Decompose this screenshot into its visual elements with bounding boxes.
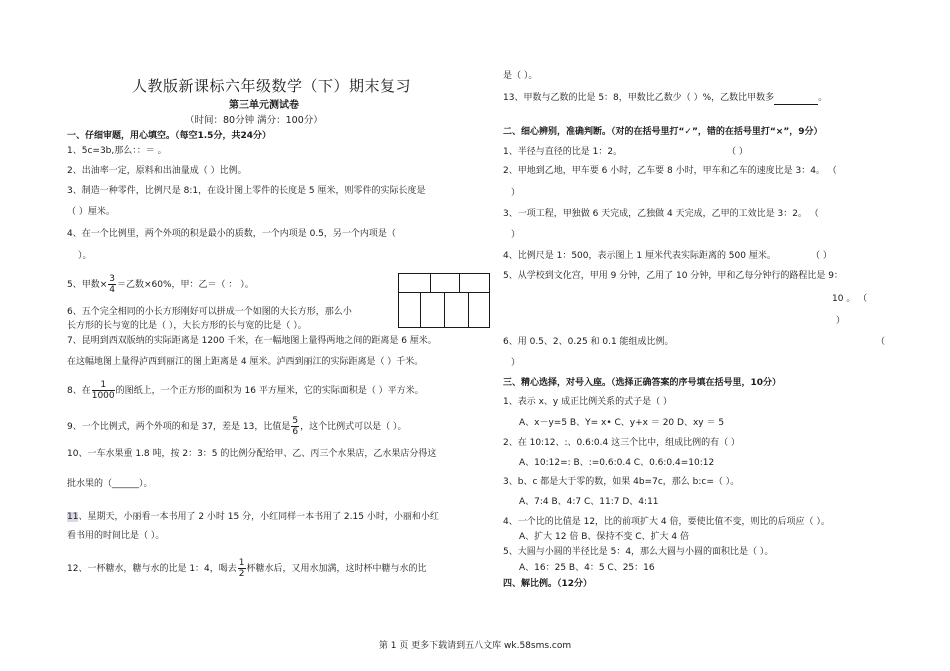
- judge-6: 6、用 0.5、2、0.25 和 0.1 能组成比例。: [503, 337, 674, 347]
- choice-3-options: A、7:4 B、4:7 C、11:7 D、4:11: [519, 497, 659, 507]
- fraction-numerator: 1: [92, 380, 115, 391]
- judge-5-line-2: 10 。 （: [832, 294, 868, 304]
- diagram-divider: [459, 274, 460, 292]
- question-9-text-b: ，这个比例式可以是（ ）。: [300, 422, 407, 432]
- answer-blank: [774, 92, 818, 105]
- choice-5-options: A、16：25 B、4：5 C、25：16: [519, 563, 655, 573]
- question-10-line-2: 批水果的（______）。: [67, 479, 153, 489]
- question-11-number: 11: [67, 512, 79, 522]
- judge-3-line-1: 3、一项工程，甲独做 6 天完成，乙独做 4 天完成，乙甲的工效比是 3：2。 （: [503, 209, 819, 219]
- fraction-denominator: 1000: [91, 391, 115, 401]
- section-4-heading: 四、解比例。（12分）: [503, 579, 593, 589]
- fraction-denominator: 6: [292, 427, 299, 437]
- section-1-heading: 一、仔细审题，用心填空。（每空1.5分，共24分）: [67, 131, 271, 141]
- judge-2-line-1: 2、甲地到乙地，甲车要 6 小时，乙车要 8 小时，甲车和乙车的速度比是 3：4。 （: [503, 166, 837, 176]
- choice-4-options: A、扩大 12 倍 B、保持不变 C、扩大 4 倍: [519, 532, 689, 542]
- judge-4-bracket: （ ）: [811, 251, 832, 261]
- question-6-line-2: 长方形的长与宽的比是（ ），大长方形的长与宽的比是（ ）。: [67, 321, 307, 331]
- diagram-divider: [468, 292, 469, 327]
- question-8-text-a: 8、在: [67, 386, 91, 396]
- question-13-text-b: 。: [818, 93, 828, 103]
- fraction-denominator: 4: [109, 285, 116, 295]
- question-11-line-1: [67, 511, 439, 523]
- choice-5: 5、大圆与小圆的半径比是 5：4，那么大圆与小圆的面积比是（ ）。: [503, 547, 774, 557]
- choice-4: 4、一个比的比值是 12，比的前项扩大 4 倍，要使比值不变，则比的后项应（ ）。: [503, 517, 830, 527]
- question-2: 2、出油率一定，原料和出油量成（ ）比例。: [67, 166, 247, 176]
- choice-2-options: A、10:12=: B、:=0.6:0.4 C、0.6:0.4=10:12: [519, 458, 715, 468]
- exam-meta: （时间：80分钟 满分：100分）: [185, 115, 323, 126]
- question-11-text: 、星期天，小丽看一本书用了 2 小时 15 分，小红同样一本书用了 2.15 小时，小丽和小红: [78, 512, 439, 522]
- question-5-text-a: 5、甲数×: [67, 280, 108, 290]
- judge-2-line-2: ）: [511, 188, 521, 198]
- choice-1: 1、表示 x、y 成正比例关系的式子是（ ）: [503, 397, 672, 407]
- question-12-text-a: 12、一杯糖水，糖与水的比是 1：4，喝去: [67, 564, 237, 574]
- question-9-text-a: 9、一个比例式，两个外项的和是 37，差是 13，比值是: [67, 422, 291, 432]
- question-7-line-2: 在这幅地图上量得泸西到丽江的图上距离是 4 厘米。泸西到丽江的实际距离是（ ）千米。: [67, 357, 424, 367]
- judge-1: 1、半径与直径的比是 1：2。: [503, 147, 623, 157]
- page-footer: 第 1 页 更多下载请到五八文库 wk.58sms.com: [378, 641, 572, 651]
- question-8: [67, 380, 424, 401]
- fraction-1-1000: [92, 380, 115, 401]
- question-9: [67, 416, 406, 437]
- question-4-line-1: 4、在一个比例里，两个外项的积是最小的质数，一个内项是 0.5，另一个内项是（: [67, 229, 396, 239]
- fraction-numerator: 3: [109, 274, 116, 284]
- question-12-text-b: 杯糖水后，又用水加满，这时杯中糖与水的比: [246, 564, 427, 574]
- diagram-divider: [430, 274, 431, 292]
- fraction-3-4: [108, 274, 116, 295]
- rectangle-diagram: [398, 273, 490, 328]
- diagram-divider: [420, 292, 421, 327]
- question-5: [67, 274, 254, 295]
- judge-3-line-2: ）: [511, 230, 521, 240]
- question-4-line-2: ）。: [78, 251, 92, 261]
- question-1: 1、5c=3b,那么：：＝ 。: [67, 146, 167, 156]
- fraction-1-2: [238, 558, 246, 579]
- section-2-heading: 二、细心辨别，准确判断。（对的在括号里打“✓”，错的在括号里打“×”，9分）: [503, 127, 823, 137]
- page-title: 人教版新课标六年级数学（下）期末复习: [132, 77, 412, 95]
- question-12: [67, 558, 427, 579]
- judge-5-line-1: 5、从学校到文化宫，甲用 9 分钟，乙用了 10 分钟，甲和乙每分钟行的路程比是 9：: [503, 271, 843, 281]
- section-3-heading: 三、精心选择，对号入座。（选择正确答案的序号填在括号里，10分）: [503, 378, 782, 388]
- judge-4: 4、比例尺是 1：500，表示图上 1 厘米代表实际距离的 500 厘米。: [503, 251, 776, 261]
- judge-5-line-3: ）: [836, 316, 846, 326]
- choice-2: 2、在 10:12、:、0.6:0.4 这三个比中，组成比例的有（ ）: [503, 438, 740, 448]
- fraction-5-6: [291, 416, 299, 437]
- diagram-divider: [444, 292, 445, 327]
- question-10-line-1: 10、一车水果重 1.8 吨，按 2：3：5 的比例分配给甲、乙、丙三个水果店，乙水果店分得这: [67, 449, 437, 459]
- choice-1-options: A、x－y=5 B、Y= x• C、y+x ＝ 20 D、xy ＝ 5: [519, 418, 725, 428]
- question-6-line-1: 6、五个完全相同的小长方形刚好可以拼成一个如图的大长方形，那么小: [67, 307, 352, 317]
- page-subtitle: 第三单元测试卷: [229, 100, 299, 111]
- fraction-denominator: 2: [238, 569, 245, 579]
- question-13: [503, 92, 827, 105]
- question-13-text-a: 13、甲数与乙数的比是 5：8，甲数比乙数少（ ）%，乙数比甲数多: [503, 93, 775, 103]
- question-5-text-b: ＝乙数×60%，甲：乙＝（ ： ）。: [117, 280, 254, 290]
- question-8-text-b: 的图纸上，一个正方形的面积为 16 平方厘米，它的实际面积是（ ）平方米。: [115, 386, 424, 396]
- question-11-line-2: 看书用的时间比是（ ）。: [67, 531, 165, 541]
- choice-3: 3、b、c 都是大于零的数，如果 4b=7c，那么 b:c=（ ）。: [503, 477, 740, 487]
- question-3-line-2: （ ）厘米。: [67, 207, 115, 217]
- judge-1-bracket: （ ）: [727, 147, 748, 157]
- judge-6-bracket-close: ）: [511, 358, 521, 368]
- fraction-numerator: 1: [238, 558, 245, 568]
- judge-6-bracket: （: [876, 337, 886, 347]
- question-3-line-1: 3、制造一种零件，比例尺是 8:1，在设计图上零件的长度是 5 厘米，则零件的实际长度是: [67, 186, 426, 196]
- question-7-line-1: 7、昆明到西双版纳的实际距离是 1200 千米，在一幅地图上量得两地之间的距离是 6 厘米。: [67, 336, 437, 346]
- question-12-continued: 是（ ）。: [503, 71, 538, 81]
- fraction-numerator: 5: [292, 416, 299, 426]
